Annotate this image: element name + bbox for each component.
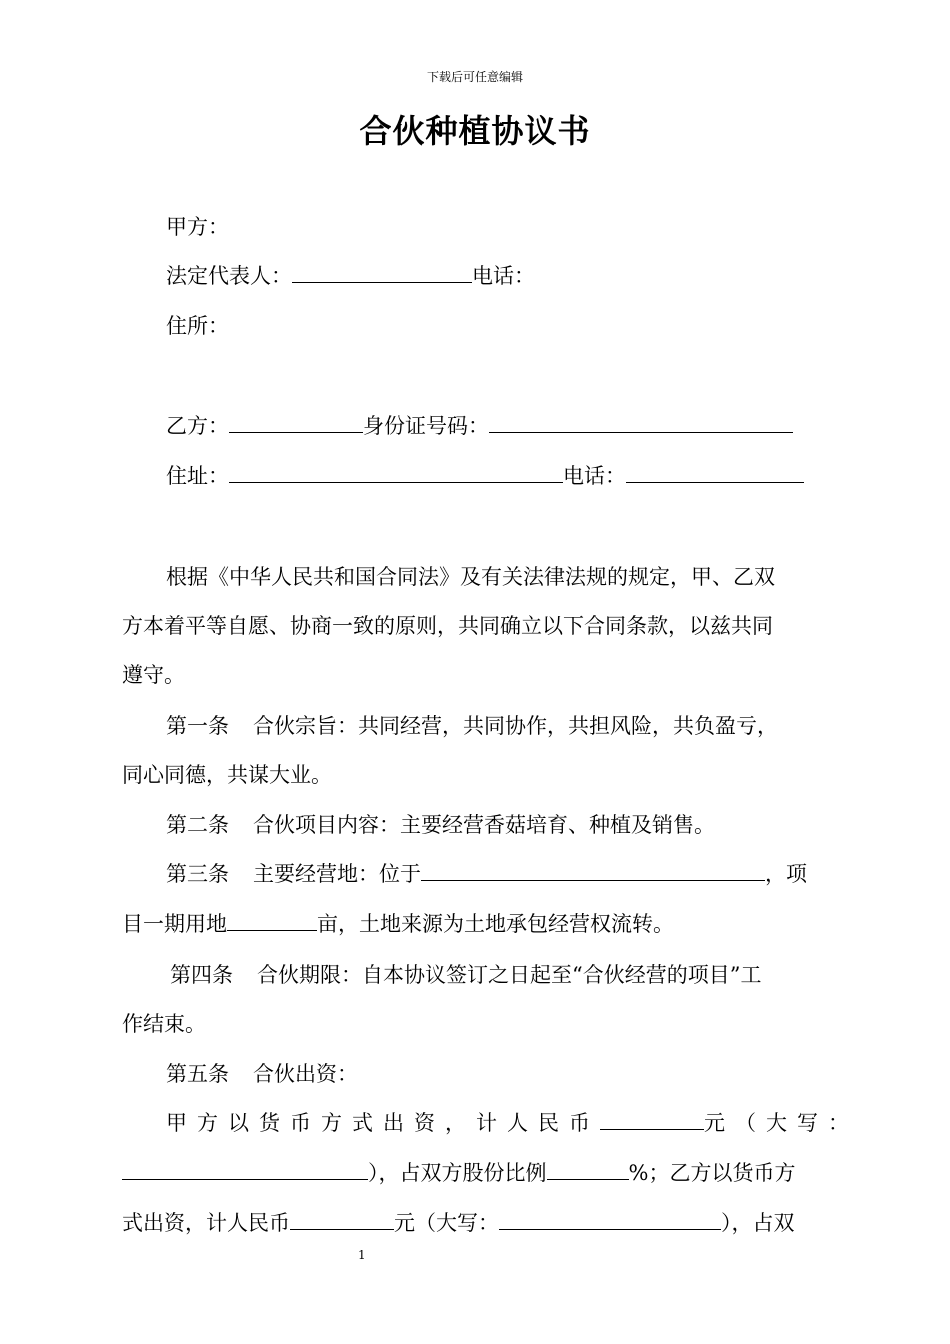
- article-5-text-a: 甲方以货币方式出资，计人民币: [166, 1111, 600, 1135]
- article-1-line-2: 同心同德，共谋大业。: [122, 763, 332, 787]
- article-5-text-e: 式出资，计人民币: [122, 1211, 290, 1235]
- party-b-label: 乙方：: [166, 414, 229, 438]
- party-a-amount-blank[interactable]: [600, 1109, 704, 1130]
- article-4-text: 合伙期限：自本协议签订之日起至“合伙经营的项目”工: [257, 963, 762, 987]
- article-3-number: 第三条: [166, 862, 229, 886]
- party-a-phone-label: 电话：: [472, 264, 535, 288]
- article-4-line-1: [170, 960, 761, 990]
- article-3-text-d: 亩，土地来源为土地承包经营权流转。: [317, 912, 674, 936]
- party-b-id-blank[interactable]: [489, 412, 793, 433]
- party-b-address-line: [166, 461, 804, 491]
- document-title: 合伙种植协议书: [359, 112, 591, 150]
- party-b-amount-blank[interactable]: [290, 1209, 394, 1230]
- preamble-line-3: 遵守。: [122, 663, 185, 687]
- party-b-id-label: 身份证号码：: [363, 414, 489, 438]
- preamble-line-1: 根据《中华人民共和国合同法》及有关法律法规的规定，甲、乙双: [166, 565, 775, 589]
- article-5-title: 合伙出资：: [253, 1062, 358, 1086]
- article-5-number: 第五条: [166, 1062, 229, 1086]
- party-b-address-label: 住址：: [166, 464, 229, 488]
- preamble-line-2: 方本着平等自愿、协商一致的原则，共同确立以下合同条款，以兹共同: [122, 614, 773, 638]
- article-3-text-b: ，项: [765, 862, 807, 886]
- article-3-line-2: [122, 909, 674, 939]
- article-5-line-4: [122, 1208, 795, 1238]
- article-3-area-blank[interactable]: [227, 910, 317, 931]
- party-a-amount-words-blank[interactable]: [122, 1159, 368, 1180]
- article-5-text-f: 元（大写：: [394, 1211, 499, 1235]
- article-1-text: 合伙宗旨：共同经营，共同协作，共担风险，共负盈亏，: [253, 714, 778, 738]
- party-b-phone-blank[interactable]: [626, 462, 804, 483]
- legal-rep-line: [166, 261, 535, 291]
- article-4-line-2: 作结束。: [122, 1012, 206, 1036]
- article-5-text-d: %；乙方以货币方: [628, 1161, 796, 1185]
- party-b-name-blank[interactable]: [229, 412, 363, 433]
- party-a-label: 甲方：: [166, 215, 229, 239]
- party-b-amount-words-blank[interactable]: [499, 1209, 721, 1230]
- article-5-text-g: ），占双: [721, 1211, 795, 1235]
- party-a-address-label: 住所：: [166, 314, 229, 338]
- header-note: 下载后可任意编辑: [426, 70, 523, 84]
- article-1-line-1: [166, 711, 778, 741]
- party-b-phone-label: 电话：: [563, 464, 626, 488]
- party-b-line: [166, 411, 793, 441]
- party-a-address-line: [166, 311, 229, 341]
- article-1-number: 第一条: [166, 714, 229, 738]
- article-3-location-blank[interactable]: [421, 860, 765, 881]
- article-3-text-c: 目一期用地: [122, 912, 227, 936]
- page-number: 1: [358, 1248, 366, 1262]
- article-2-line-1: [166, 810, 715, 840]
- article-5-line-3: [122, 1158, 795, 1188]
- article-3-line-1: [166, 859, 807, 889]
- article-2-number: 第二条: [166, 813, 229, 837]
- party-b-address-blank[interactable]: [229, 462, 563, 483]
- party-a-share-blank[interactable]: [547, 1159, 629, 1180]
- article-5-text-c: ），占双方股份比例: [368, 1161, 547, 1185]
- article-3-text-a: 主要经营地：位于: [253, 862, 421, 886]
- article-4-number: 第四条: [170, 963, 233, 987]
- legal-rep-label: 法定代表人：: [166, 264, 292, 288]
- legal-rep-blank[interactable]: [292, 262, 472, 283]
- article-5-line-2: [166, 1108, 859, 1138]
- article-5-text-b: 元（大写：: [704, 1111, 859, 1135]
- party-a-line: [166, 212, 229, 242]
- article-5-line-1: [166, 1059, 358, 1089]
- article-2-text: 合伙项目内容：主要经营香菇培育、种植及销售。: [253, 813, 715, 837]
